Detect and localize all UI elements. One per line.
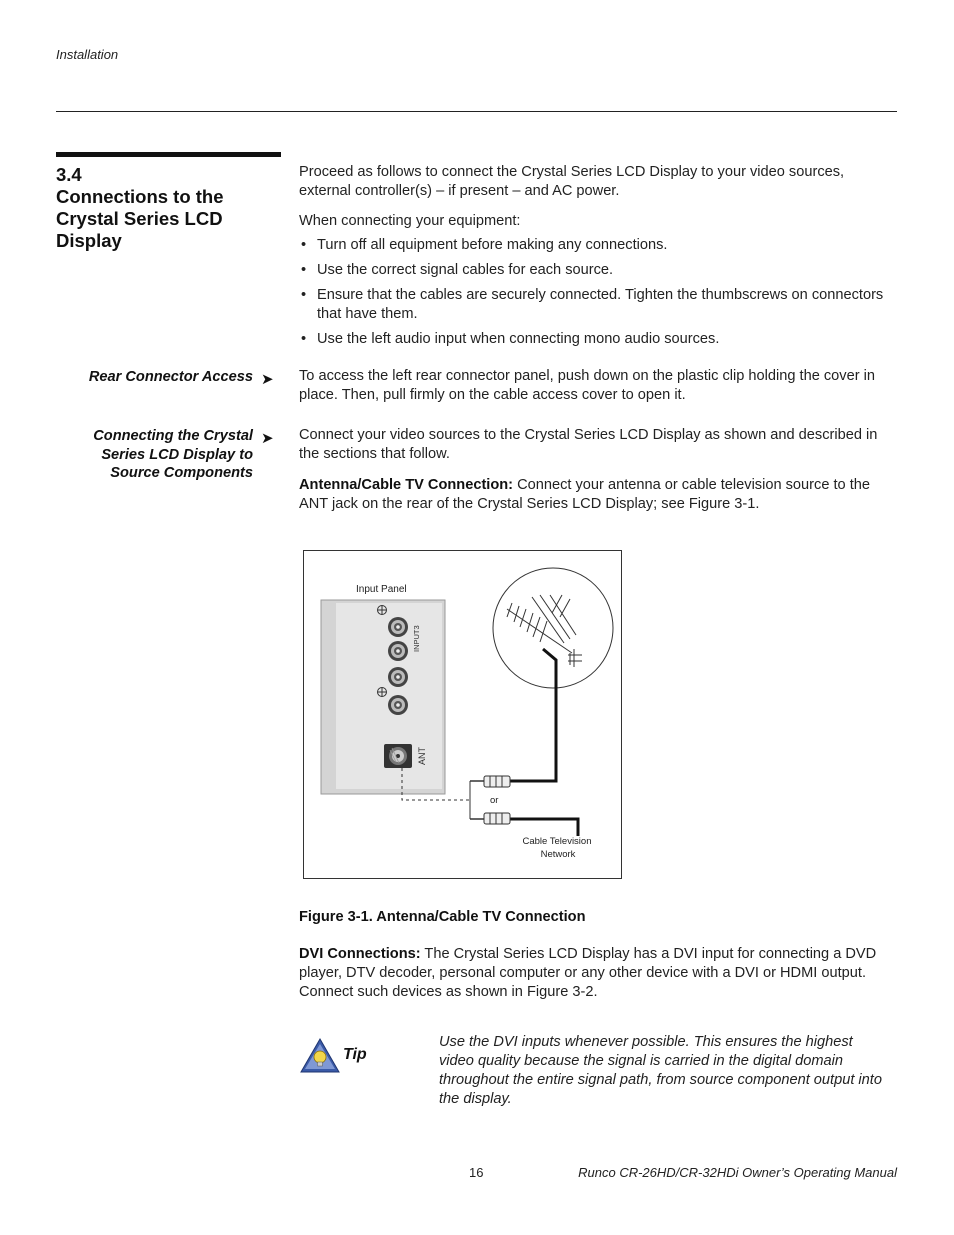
dvi-lead: DVI Connections: — [299, 946, 421, 962]
bullet-icon: • — [301, 331, 307, 347]
rca-jack-icon — [388, 695, 408, 715]
figure-caption: Figure 3-1. Antenna/Cable TV Connection — [299, 909, 586, 925]
bullet-icon: • — [301, 262, 307, 278]
antenna-lead: Antenna/Cable TV Connection: — [299, 477, 514, 493]
list-item-text: Use the left audio input when connecting mono audio sources. — [317, 331, 720, 347]
connecting-heading-line-3: Source Components — [110, 465, 253, 481]
antenna-diagram — [304, 551, 621, 878]
list-item — [299, 286, 899, 324]
input-panel-label: Input Panel — [356, 584, 407, 595]
connecting-text: Connect your video sources to the Crystal Series LCD Display as shown and described in the sections that follow. — [299, 427, 878, 462]
connecting-heading-line-2: Series LCD Display to — [101, 446, 253, 463]
antenna-text: Connect your antenna or cable television source to the ANT jack on the rear of the Crystal Series LCD Display; see Figure 3-1. — [299, 477, 871, 512]
list-item — [299, 261, 899, 280]
or-label: or — [490, 795, 499, 806]
cable-tv-cable — [509, 819, 578, 836]
running-header: Installation — [56, 47, 119, 62]
bullet-icon: • — [301, 237, 307, 253]
connecting-heading-line-1: Connecting the Crystal — [93, 428, 253, 444]
list-item-text: Ensure that the cables are securely connected. Tighten the thumbscrews on connectors that have them. — [317, 287, 884, 322]
precautions-list — [299, 236, 899, 355]
antenna-figure — [303, 550, 622, 879]
rca-jack-icon — [388, 641, 408, 661]
input3-label: INPUT3 — [412, 625, 421, 652]
arrow-right-icon: ➤ — [261, 371, 274, 388]
bullet-icon: • — [301, 287, 307, 303]
connecting-heading — [56, 427, 253, 483]
list-item — [299, 330, 899, 349]
screw-icon — [378, 606, 387, 615]
list-item — [299, 236, 899, 255]
antenna-paragraph — [299, 476, 899, 514]
section-bar — [56, 152, 281, 157]
cable-tv-label-line-2: Network — [540, 849, 576, 860]
ant-label: ANT — [417, 747, 427, 765]
tip-text: Use the DVI inputs whenever possible. This ensures the highest video quality because the signal is carried in the digital domain throughout the entire signal path, from source component output into the display. — [439, 1034, 882, 1107]
list-item-text: Turn off all equipment before making any connections. — [317, 237, 668, 253]
rca-jack-icon — [388, 617, 408, 637]
ant-connector-icon — [384, 744, 412, 768]
section-title-line-3: Display — [56, 230, 122, 251]
tip-label: Tip — [343, 1046, 367, 1063]
section-title — [56, 164, 281, 252]
section-title-line-1: Connections to the — [56, 186, 224, 207]
list-item-text: Use the correct signal cables for each source. — [317, 262, 614, 278]
section-number: 3.4 — [56, 164, 82, 185]
intro-paragraph: Proceed as follows to connect the Crystal Series LCD Display to your video sources, external controller(s) – if present – and AC power. — [299, 164, 845, 199]
tip-lightbulb-icon — [300, 1038, 340, 1079]
page-number: 16 — [469, 1165, 484, 1180]
dvi-text: The Crystal Series LCD Display has a DVI input for connecting a DVD player, DTV decoder, personal computer or any other device with a DVI or HDMI output. Connect such devices as shown in Figure 3-2. — [299, 946, 877, 1000]
cable-tv-label-line-1: Cable Television — [522, 836, 592, 847]
manual-title: Runco CR-26HD/CR-32HDi Owner’s Operating Manual — [578, 1165, 897, 1180]
rear-access-text: To access the left rear connector panel, push down on the plastic clip holding the cover in place. Then, pull firmly on the cable access cover to open it. — [299, 368, 875, 403]
intro-lead: When connecting your equipment: — [299, 213, 521, 229]
rca-jack-icon — [388, 667, 408, 687]
arrow-right-icon: ➤ — [261, 430, 274, 447]
rear-access-heading: Rear Connector Access — [88, 369, 253, 385]
section-title-line-2: Crystal Series LCD — [56, 208, 223, 229]
screw-icon — [378, 688, 387, 697]
dvi-paragraph — [299, 945, 899, 1002]
f-connector-icon — [470, 813, 510, 824]
header-rule — [56, 111, 897, 112]
f-connector-icon — [470, 776, 510, 787]
